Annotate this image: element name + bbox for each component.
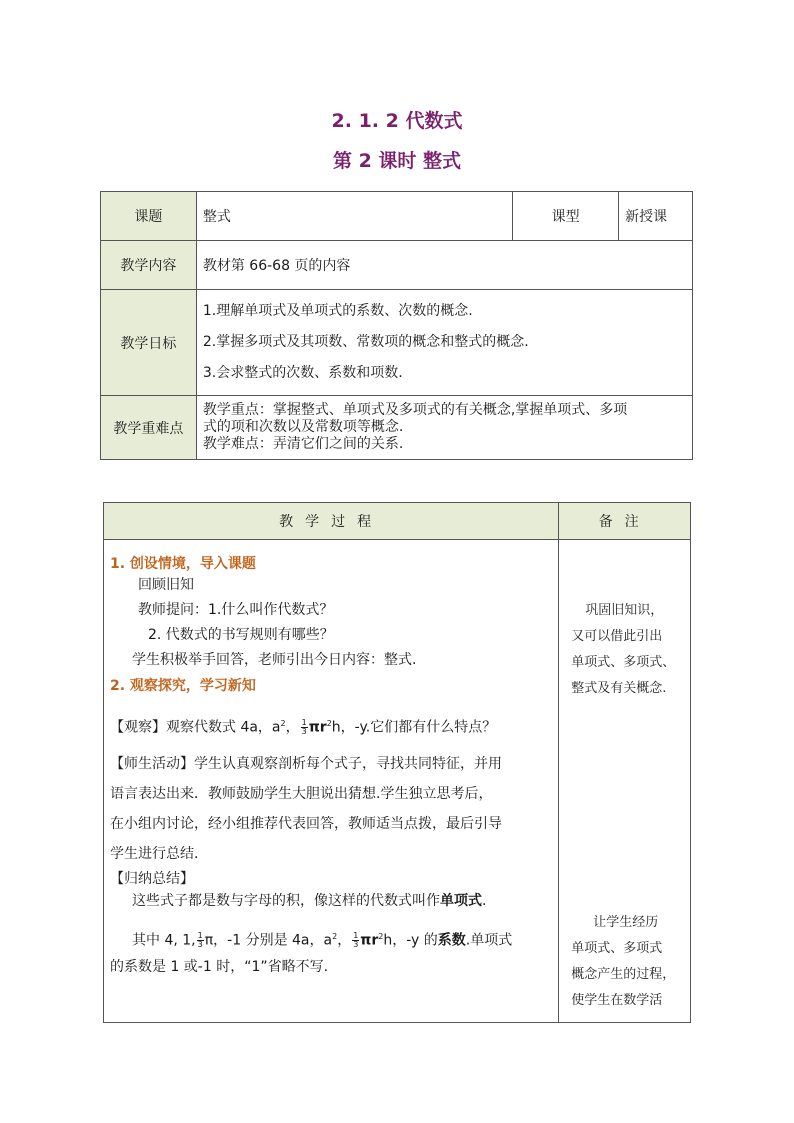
coefficient-line-2: 的系数是 1 或-1 时，“1”省略不写. <box>110 959 329 976</box>
observe-paragraph <box>110 709 550 743</box>
fraction-one-third: $\frac{1}{3}$ <box>301 718 307 737</box>
table-row <box>101 290 693 396</box>
table-row <box>101 241 693 290</box>
lesson-info-table <box>100 191 693 460</box>
table-header-row <box>104 503 691 540</box>
type-value: 新授课 <box>619 192 693 241</box>
table-row <box>101 396 693 460</box>
activity-paragraph: 【师生活动】学生认真观察剖析每个式子，寻找共同特征，并用 语言表达出来．教师鼓励学生大胆说出猜想.学生独立思考后， 在小组内讨论，经小组推荐代表回答，教师适当点拨，最后引导 学生进行总结. <box>110 755 502 862</box>
goals-label: 教学日标 <box>101 290 197 396</box>
term-monomial: 单项式 <box>440 892 482 909</box>
summary-tag: 【归纳总结】 <box>110 870 194 887</box>
fraction-one-third: $\frac{1}{3}$ <box>353 930 359 949</box>
note-1: 巩固旧知识， 又可以借此引出 单项式、多项式、 整式及有关概念. <box>571 603 676 696</box>
process-header: 教学过程 <box>104 503 559 540</box>
review-label: 回顾旧知 <box>138 577 194 593</box>
content-label: 教学内容 <box>101 241 197 290</box>
notes-header: 备注 <box>559 503 691 540</box>
page-title: 2. 1. 2 代数式 <box>331 110 463 132</box>
difficulty-line: 式的项和次数以及常数项等概念. <box>202 419 404 435</box>
type-label: 课型 <box>513 192 619 241</box>
difficulty-cell <box>196 396 692 460</box>
section-title: 1. 创设情境，导入课题 <box>110 556 256 572</box>
notes-cell <box>559 540 691 1023</box>
observe-text: h，-y.它们都有什么特点？ <box>331 719 497 736</box>
page-subtitle: 第 2 课时 整式 <box>332 150 462 172</box>
teaching-process-table <box>103 502 691 1023</box>
fraction-one-third: $\frac{1}{3}$ <box>197 930 203 949</box>
table-row <box>101 192 693 241</box>
question-1: 教师提问：1.什么叫作代数式？ <box>138 602 334 618</box>
observe-tag: 【观察】 <box>110 719 166 736</box>
pi-r: πr <box>308 719 327 736</box>
student-answer: 学生积极举手回答，老师引出今日内容：整式. <box>132 652 417 668</box>
goal-item: 3.会求整式的次数、系数和项数. <box>202 365 403 381</box>
difficulty-line: 教学难点：弄清它们之间的关系. <box>202 436 404 452</box>
separator: ， <box>285 719 300 736</box>
exponent: 2 <box>326 719 332 728</box>
summary-paragraph: 这些式子都是数与字母的积，像这样的代数式叫作单项式. <box>132 892 487 909</box>
section-title: 2. 观察探究，学习新知 <box>110 678 256 694</box>
note-2: 让学生经历 单项式、多项式 概念产生的过程， 使学生在数学活 <box>571 915 676 1008</box>
exponent: 2 <box>280 719 286 728</box>
topic-label: 课题 <box>101 192 197 241</box>
topic-value: 整式 <box>196 192 512 241</box>
difficulty-label: 教学重难点 <box>101 396 197 460</box>
coefficient-paragraph: 其中 4, 1, $\frac{1}{3}$ π，-1 分别是 4a，$a^2$， $\frac{1}{3}$ $\pi r^2h$，-y 的系数.单项式 <box>132 930 513 949</box>
goals-cell <box>196 290 692 396</box>
term-coefficient: 系数 <box>437 932 466 949</box>
question-2: 2. 代数式的书写规则有哪些？ <box>148 627 334 643</box>
content-value: 教材第 66-68 页的内容 <box>196 241 692 290</box>
table-row <box>104 540 691 1023</box>
goal-item: 2.掌握多项式及其项数、常数项的概念和整式的概念. <box>202 334 529 350</box>
activity-tag: 【师生活动】 <box>110 755 194 772</box>
difficulty-line: 教学重点：掌握整式、单项式及多项式的有关概念,掌握单项式、多项 <box>202 402 628 418</box>
goal-item: 1.理解单项式及单项式的系数、次数的概念. <box>202 303 473 319</box>
process-content <box>104 540 559 1023</box>
observe-text: 观察代数式 4a，a <box>166 719 281 736</box>
